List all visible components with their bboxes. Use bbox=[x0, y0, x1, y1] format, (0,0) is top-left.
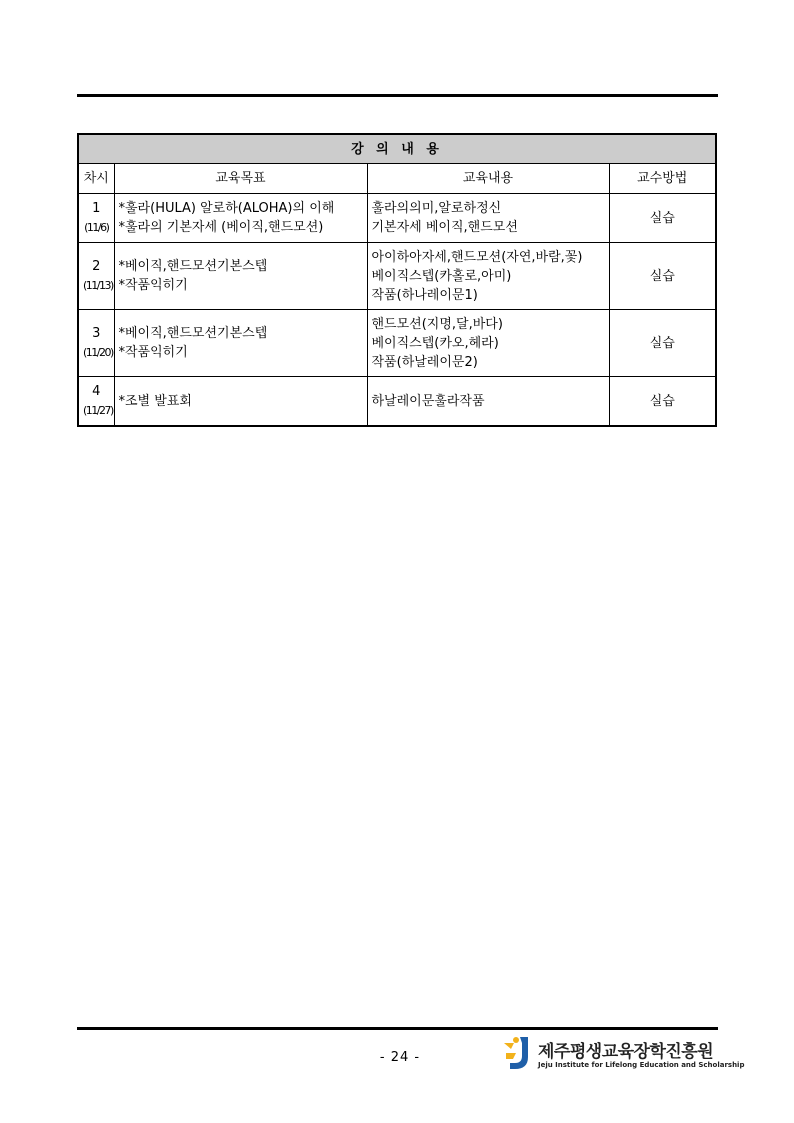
content-line: 기본자세 베이직,핸드모션 bbox=[371, 220, 518, 235]
content-line: 베이직스텝(카오,헤라) bbox=[371, 335, 499, 351]
session-number: 4 bbox=[92, 384, 101, 399]
method-cell: 실습 bbox=[609, 310, 716, 377]
session-cell bbox=[78, 310, 114, 377]
goal-line: *훌라의 기본자세 (베이직,핸드모션) bbox=[118, 220, 324, 235]
header-session: 차시 bbox=[78, 164, 114, 194]
goal-line: *베이직,핸드모션기본스텝 bbox=[118, 259, 268, 274]
method-cell: 실습 bbox=[609, 243, 716, 310]
table-row bbox=[78, 377, 716, 427]
session-cell bbox=[78, 194, 114, 243]
content-line: 작품(하날레이문2) bbox=[371, 354, 478, 370]
header-rule bbox=[77, 94, 718, 97]
goal-line: *베이직,핸드모션기본스텝 bbox=[118, 326, 268, 341]
goal-cell bbox=[114, 377, 367, 427]
header-goal: 교육목표 bbox=[114, 164, 367, 194]
content-cell bbox=[367, 377, 609, 427]
session-cell bbox=[78, 243, 114, 310]
content-cell bbox=[367, 243, 609, 310]
org-logo bbox=[502, 1035, 745, 1075]
session-cell bbox=[78, 377, 114, 427]
session-date: (11/6) bbox=[84, 221, 109, 234]
org-name: 제주평생교육장학진흥원 bbox=[538, 1042, 714, 1062]
content-line: 작품(하나레이문1) bbox=[371, 287, 478, 303]
session-date: (11/13) bbox=[83, 279, 113, 292]
org-logo-icon bbox=[502, 1035, 532, 1071]
table-title: 강 의 내 용 bbox=[78, 134, 716, 164]
table-row bbox=[78, 194, 716, 243]
goal-cell bbox=[114, 243, 367, 310]
goal-line: *작품익히기 bbox=[118, 345, 188, 360]
table-row bbox=[78, 310, 716, 377]
goal-line: *조별 발표회 bbox=[118, 393, 192, 409]
org-name-english: Jeju Institute for Lifelong Education and Scholarship bbox=[538, 1061, 745, 1069]
content-line: 하날레이문훌라작품 bbox=[371, 393, 485, 409]
session-date: (11/20) bbox=[83, 346, 113, 359]
page-number: - 24 - bbox=[379, 1050, 421, 1065]
footer-rule bbox=[77, 1027, 718, 1030]
goal-cell bbox=[114, 194, 367, 243]
session-number: 3 bbox=[92, 326, 101, 341]
lecture-content-table bbox=[77, 133, 717, 427]
session-number: 1 bbox=[92, 201, 101, 216]
header-content: 교육내용 bbox=[367, 164, 609, 194]
content-line: 베이직스텝(카홀로,아미) bbox=[371, 268, 512, 284]
content-line: 훌라의의미,알로하정신 bbox=[371, 201, 502, 216]
content-line: 아이하아자세,핸드모션(자연,바람,꽃) bbox=[371, 249, 583, 265]
content-cell bbox=[367, 310, 609, 377]
goal-line: *훌라(HULA) 알로하(ALOHA)의 이해 bbox=[118, 201, 335, 216]
goal-line: *작품익히기 bbox=[118, 278, 188, 293]
goal-cell bbox=[114, 310, 367, 377]
method-cell: 실습 bbox=[609, 194, 716, 243]
session-number: 2 bbox=[92, 259, 101, 274]
content-line: 핸드모션(지명,달,바다) bbox=[371, 316, 503, 332]
table-row bbox=[78, 243, 716, 310]
session-date: (11/27) bbox=[83, 404, 113, 417]
table-header-row bbox=[78, 164, 716, 194]
header-method: 교수방법 bbox=[609, 164, 716, 194]
method-cell: 실습 bbox=[609, 377, 716, 427]
content-cell bbox=[367, 194, 609, 243]
